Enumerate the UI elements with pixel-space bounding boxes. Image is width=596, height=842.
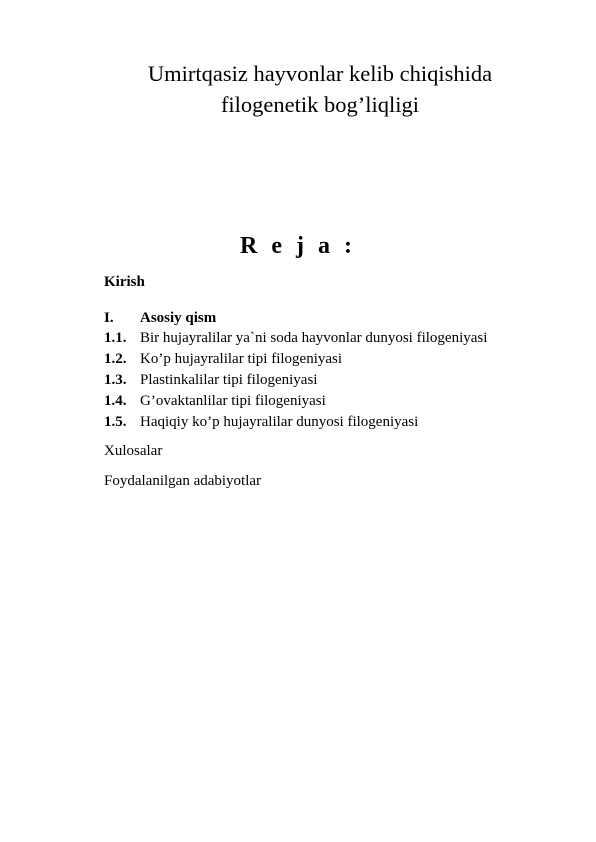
subsection-item [104, 414, 418, 431]
section-item [104, 310, 216, 327]
subsection-item [104, 330, 487, 347]
references-item: Foydalanilgan adabiyotlar [104, 473, 262, 489]
conclusions-item: Xulosalar [104, 443, 163, 459]
subsection-item [104, 393, 326, 410]
intro-item: Kirish [104, 274, 145, 290]
subsection-item [104, 372, 317, 389]
title-line-2: filogenetik bog’liqligi [220, 92, 420, 117]
section-label: Asosiy qism [140, 310, 217, 326]
subsection-label: G’ovaktanlilar tipi filogeniyasi [140, 393, 326, 409]
subsection-number: 1.2. [104, 351, 127, 367]
subsection-label: Bir hujayralilar ya`ni soda hayvonlar dunyosi filogeniyasi [140, 330, 488, 346]
subsection-label: Haqiqiy ko’p hujayralilar dunyosi filogeniyasi [140, 414, 419, 430]
subsection-item [104, 351, 342, 368]
document-title [0, 58, 596, 120]
plan-heading: R e j a : [240, 233, 356, 259]
subsection-number: 1.1. [104, 330, 127, 346]
subsection-label: Plastinkalilar tipi filogeniyasi [140, 372, 318, 388]
subsection-number: 1.5. [104, 414, 127, 430]
subsection-number: 1.4. [104, 393, 127, 409]
subsection-number: 1.3. [104, 372, 127, 388]
subsection-label: Ko’p hujayralilar tipi filogeniyasi [140, 351, 343, 367]
section-number: I. [104, 310, 114, 326]
title-line-1: Umirtqasiz hayvonlar kelib chiqishida [147, 61, 493, 86]
